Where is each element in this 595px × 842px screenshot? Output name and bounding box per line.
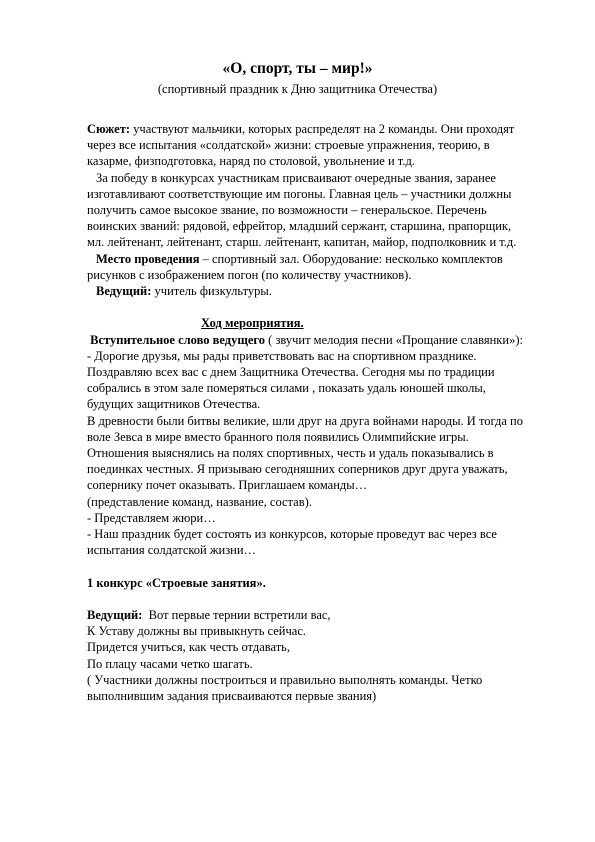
- contest1-heading: [87, 575, 527, 591]
- host-paragraph: [87, 283, 527, 299]
- document-title: «О, спорт, ты – мир!»: [222, 60, 373, 77]
- contest1-poem-line-4: По плацу часами четко шагать.: [87, 656, 253, 671]
- intro-paragraph: За победу в конкурсах участникам присваивают очередные звания, заранее изготавливают соответствующие им погоны. Главная цель – участники должны получить самое высокое звание, по возможности – генеральское. Перечень воинских званий: рядовой, ефрейтор, младший сержант, старшина, прапорщик, мл. лейтенант, лейтенант, старш. лейтенант, капитан, майор, подполковник и т.д.: [87, 170, 517, 250]
- opening-paragraph: [87, 332, 527, 348]
- plot-text: участвуют мальчики, которых распределят на 2 команды. Они проходят через все испытания «солдатской» жизни: строевые упражнения, теорию, в казарме, физподготовка, наряд по столовой, увольнение и т.д.: [87, 122, 515, 169]
- contest1-note: ( Участники должны построиться и правильно выполнять команды. Четко выполнившим задания присваиваются первые звания): [87, 672, 483, 704]
- plot-paragraph: [87, 121, 527, 170]
- host-text: учитель физкультуры.: [151, 284, 272, 299]
- speech-paragraph-2: В древности были битвы великие, шли друг на друга войнами народы. И тогда по воле Зевса в мире вместо бранного поля появились Олимпийские игры. Отношения выяснялись на полях спортивных, честь и удаль показывались в поединках честных. Я призываю сегодняшних соперников друг друга уважать, сопернику почет оказывать. Приглашаем команды…: [87, 413, 523, 493]
- spacer: [87, 299, 527, 315]
- opening-text: ( звучит мелодия песни «Прощание славянки»):: [265, 332, 523, 347]
- document-subtitle: (спортивный праздник к Дню защитника Отечества): [157, 82, 438, 96]
- document-body: [87, 121, 527, 704]
- venue-label: Место проведения: [96, 251, 200, 266]
- event-heading: Ход мероприятия.: [201, 316, 304, 331]
- spacer: [87, 558, 527, 574]
- opening-label: Вступительное слово ведущего: [90, 332, 266, 347]
- speech-paragraph-4: - Представляем жюри…: [87, 510, 216, 525]
- contest1-poem-line-2: К Уставу должны вы привыкнуть сейчас.: [87, 624, 307, 639]
- plot-label: Сюжет:: [87, 122, 131, 136]
- spacer: [87, 591, 527, 607]
- contest1-host-label: Ведущий:: [87, 608, 143, 623]
- speech-paragraph-5: - Наш праздник будет состоять из конкурсов, которые проведут вас через все испытания солдатской жизни…: [87, 527, 497, 558]
- contest1-heading-text: 1 конкурс «Строевые занятия».: [87, 575, 266, 590]
- speech-paragraph-1: - Дорогие друзья, мы рады приветствовать вас на спортивном празднике. Поздравляю всех вас с днем Защитника Отечества. Сегодня мы по традиции собрались в этом зале померяться силами , показать удаль юношей школы, будущих защитников Отечества.: [87, 348, 495, 412]
- contest1-poem-line-1: [87, 607, 527, 623]
- contest1-poem-line-3: Придется учиться, как честь отдавать,: [87, 640, 291, 655]
- speech-paragraph-3: (представление команд, название, состав).: [87, 494, 312, 509]
- venue-paragraph: [87, 251, 527, 283]
- venue-text: – спортивный зал. Оборудование: несколько комплектов рисунков с изображением погон (по количеству участников).: [87, 251, 503, 282]
- contest1-poem-text-1: Вот первые тернии встретили вас,: [142, 608, 331, 623]
- host-label: Ведущий:: [96, 284, 152, 299]
